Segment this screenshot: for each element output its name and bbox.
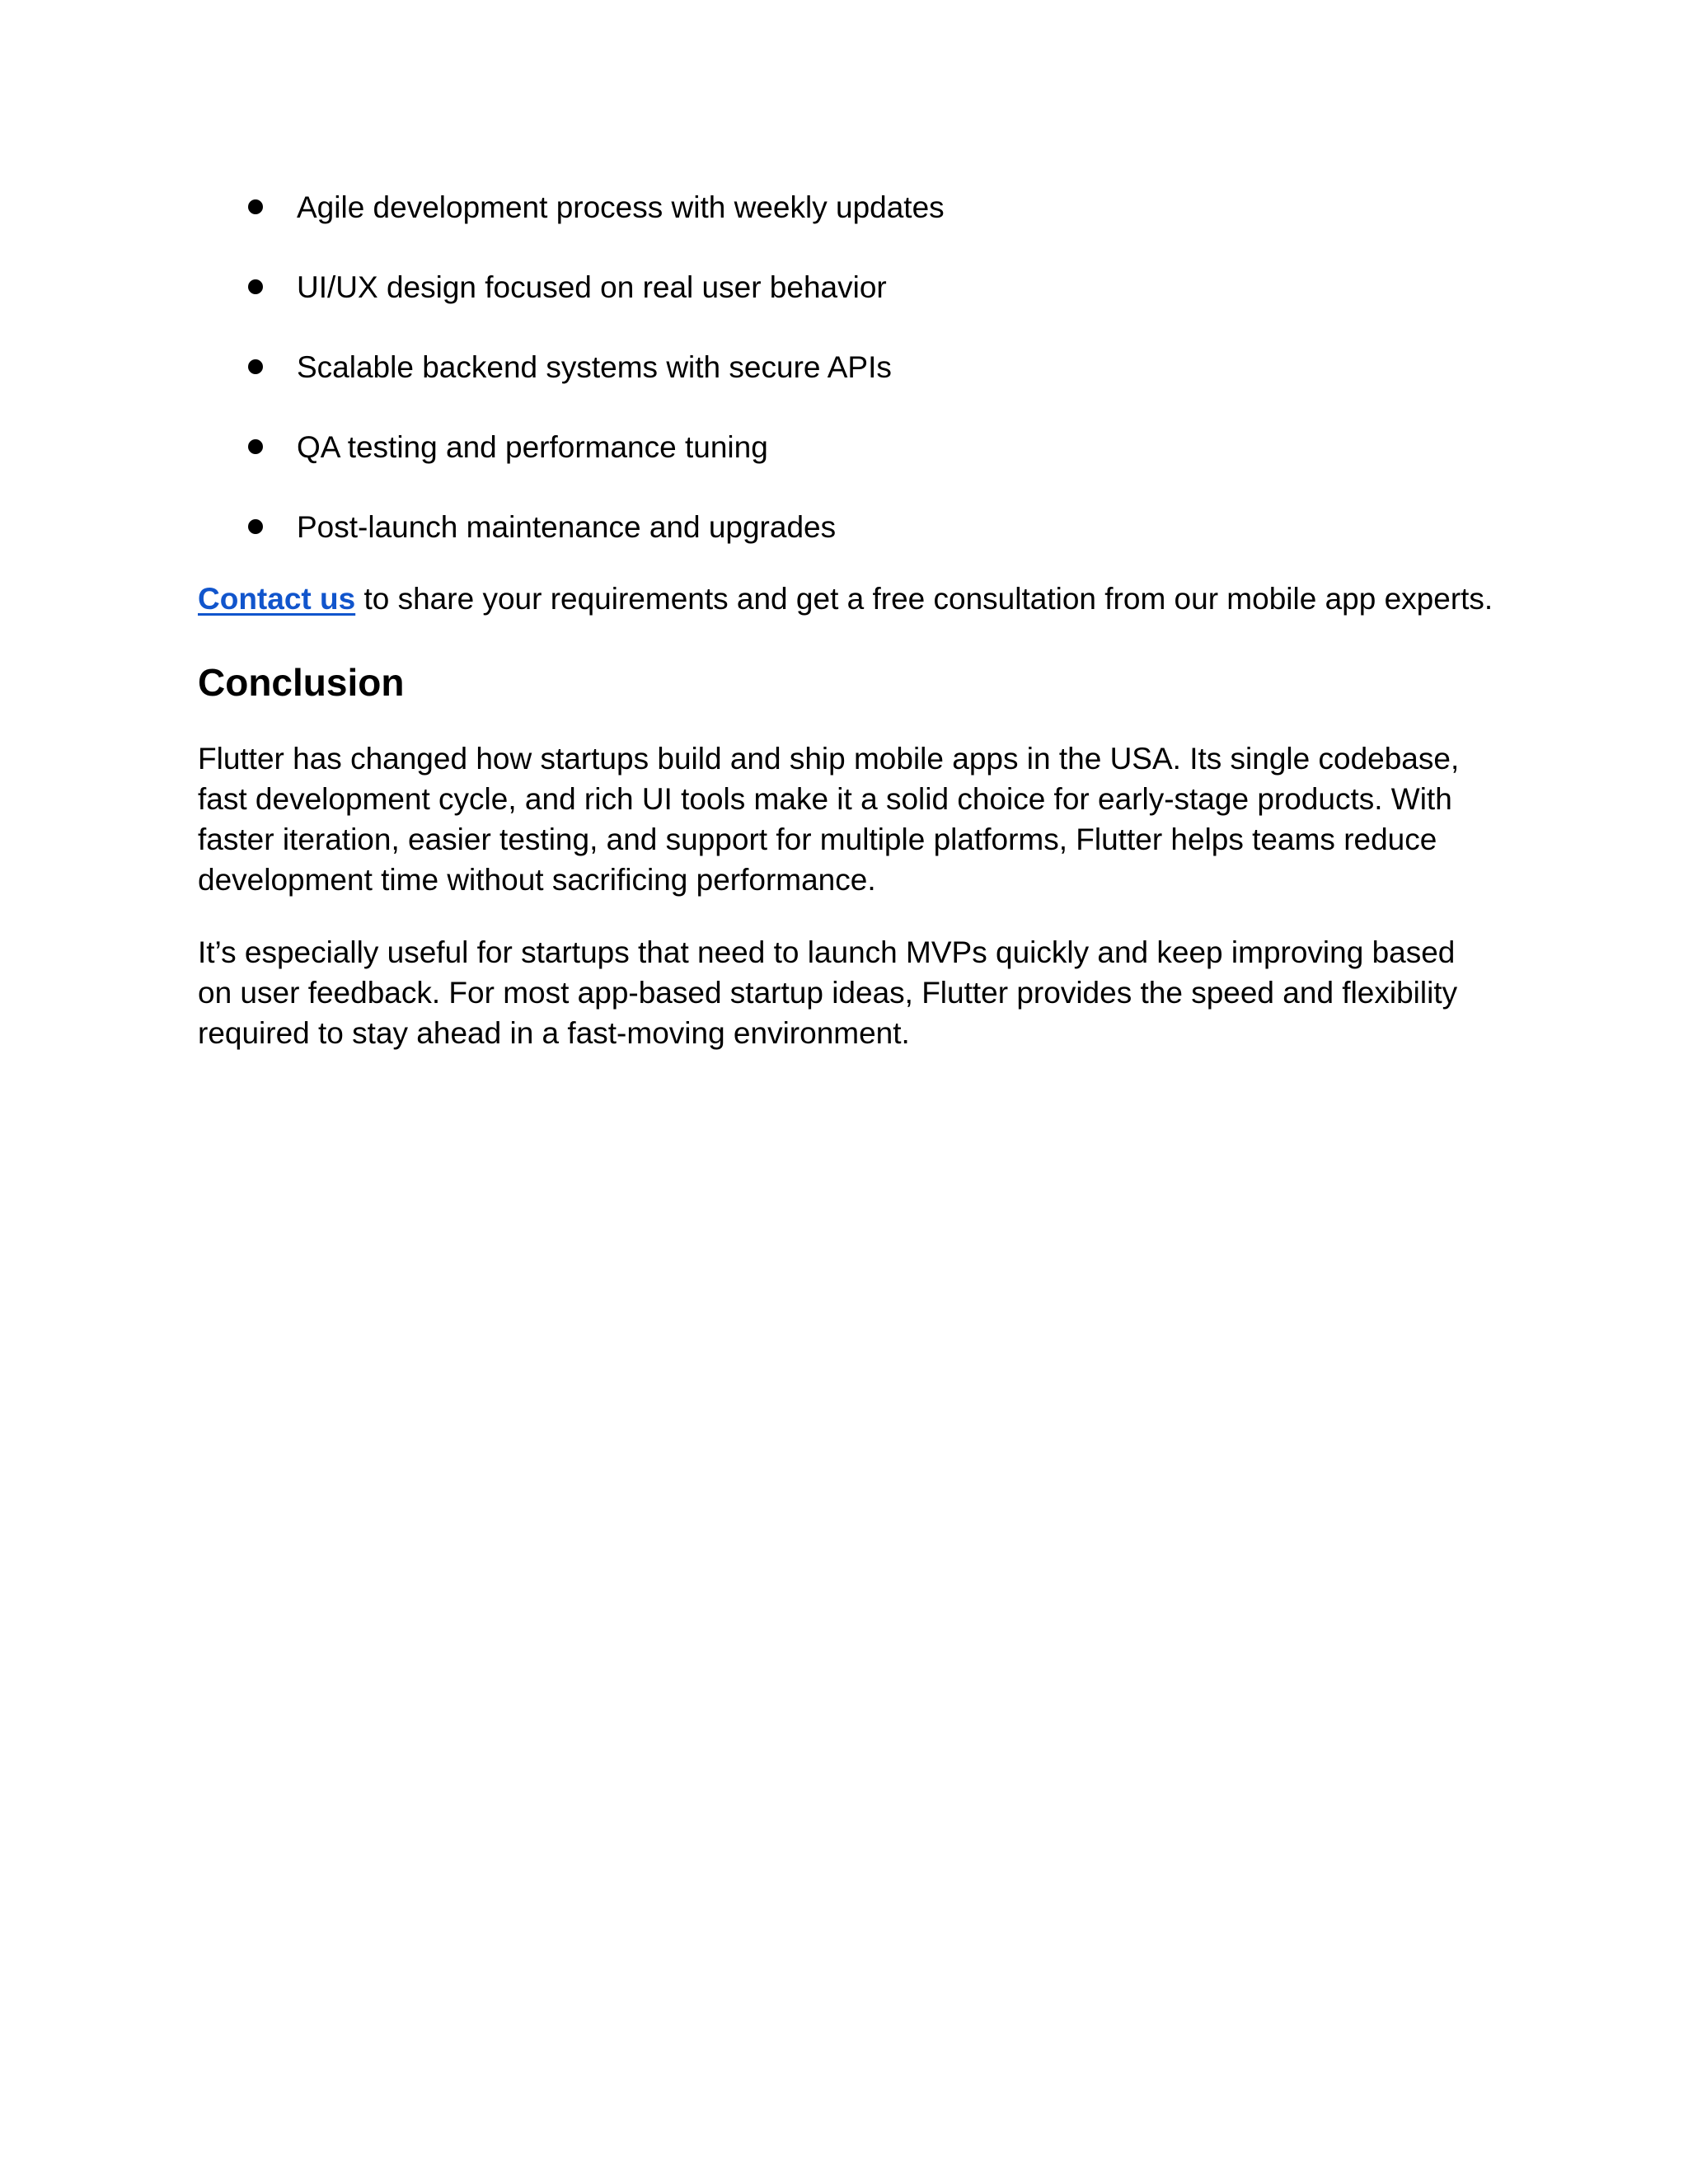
bullet-icon bbox=[248, 519, 263, 534]
list-item-text: Post-launch maintenance and upgrades bbox=[297, 510, 837, 544]
conclusion-paragraph-2 bbox=[198, 932, 1500, 1053]
list-item bbox=[198, 428, 1500, 466]
list-item-text: UI/UX design focused on real user behavior bbox=[297, 270, 887, 304]
paragraph-line: It’s especially useful for startups that need to launch MVPs quickly and keep improving based bbox=[198, 935, 1456, 969]
list-item bbox=[198, 508, 1500, 546]
conclusion-heading: Conclusion bbox=[198, 661, 405, 704]
paragraph-line: faster iteration, easier testing, and support for multiple platforms, Flutter helps teams reduce bbox=[198, 823, 1437, 856]
contact-paragraph bbox=[198, 579, 1500, 618]
paragraph-line: on user feedback. For most app-based startup ideas, Flutter provides the speed and flexibility bbox=[198, 976, 1458, 1010]
paragraph-line: development time without sacrificing performance. bbox=[198, 863, 876, 897]
list-item bbox=[198, 188, 1500, 227]
document-content bbox=[198, 188, 1500, 1053]
contact-us-link[interactable]: Contact us bbox=[198, 582, 356, 616]
list-item-text: QA testing and performance tuning bbox=[297, 430, 768, 464]
list-item-text: Scalable backend systems with secure APIs bbox=[297, 350, 892, 384]
contact-paragraph-text: to share your requirements and get a free consultation from our mobile app experts. bbox=[355, 582, 1493, 616]
paragraph-line: required to stay ahead in a fast-moving environment. bbox=[198, 1016, 910, 1050]
conclusion-paragraph-1 bbox=[198, 738, 1500, 900]
list-item bbox=[198, 348, 1500, 387]
list-item-text: Agile development process with weekly updates bbox=[297, 190, 945, 224]
services-bullet-list bbox=[198, 188, 1500, 546]
bullet-icon bbox=[248, 199, 263, 214]
bullet-icon bbox=[248, 279, 263, 294]
bullet-icon bbox=[248, 359, 263, 374]
paragraph-line: Flutter has changed how startups build and ship mobile apps in the USA. Its single codebase, bbox=[198, 742, 1460, 776]
list-item bbox=[198, 268, 1500, 307]
paragraph-line: fast development cycle, and rich UI tools make it a solid choice for early-stage products. With bbox=[198, 782, 1452, 816]
bullet-icon bbox=[248, 439, 263, 454]
